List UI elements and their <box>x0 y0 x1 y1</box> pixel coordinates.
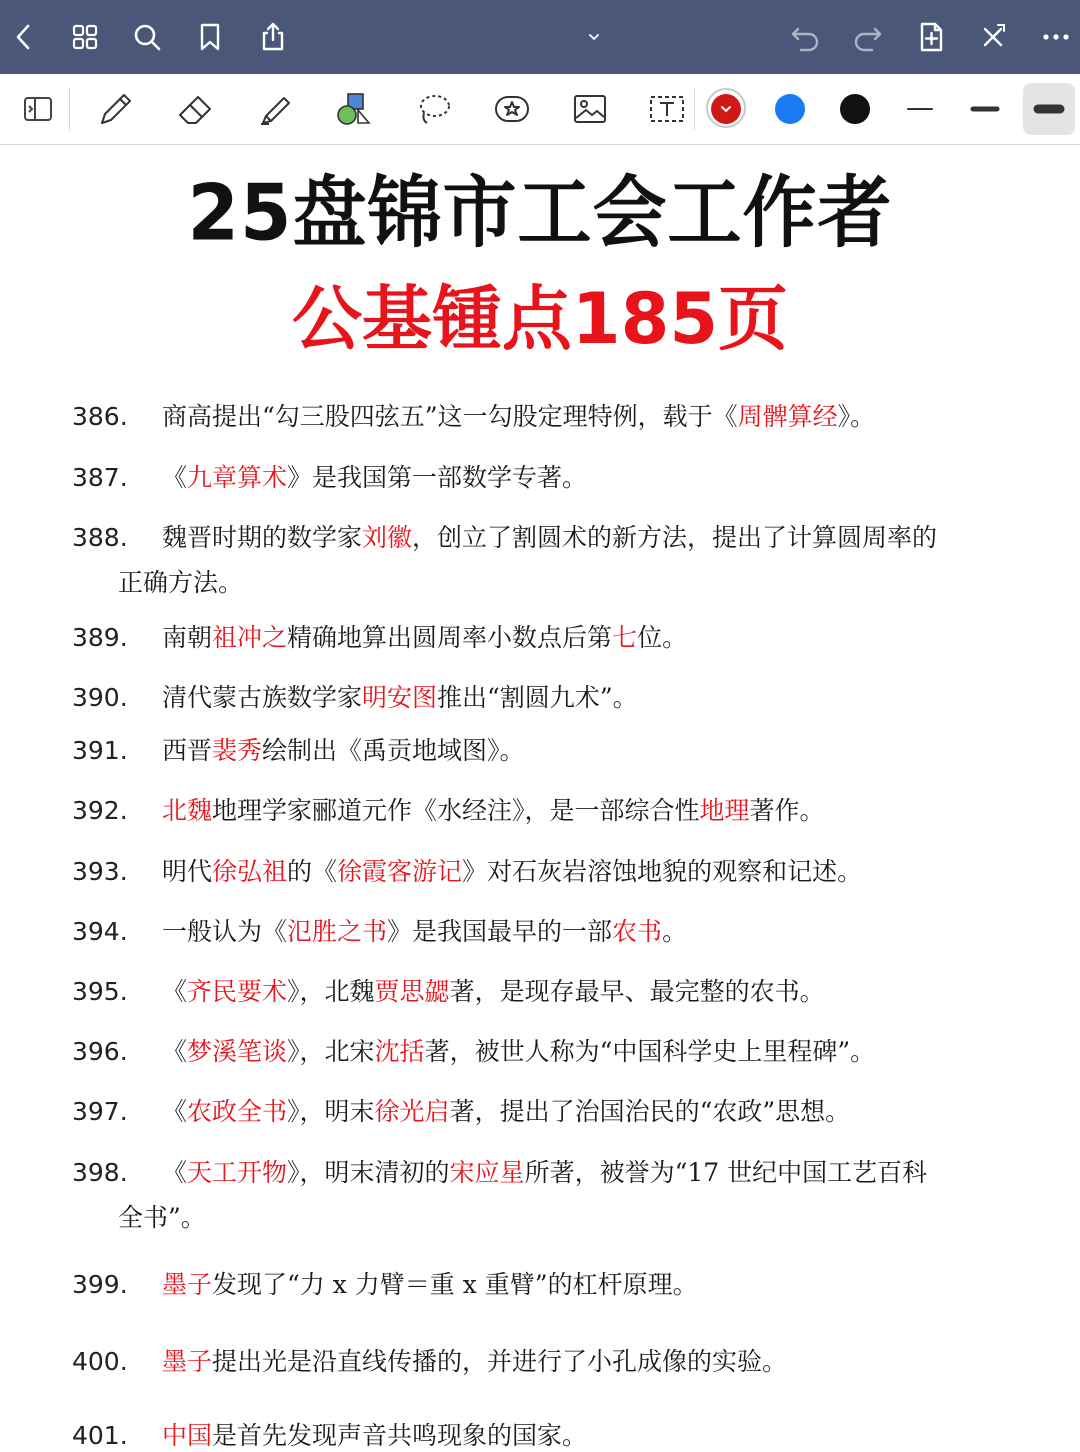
item-text <box>162 1420 992 1452</box>
highlighted-keyword: 徐霞客游记 <box>337 857 463 886</box>
item-text <box>162 522 992 554</box>
item-text-segment: 著作。 <box>749 796 825 825</box>
item-text <box>162 682 992 714</box>
item-text-segment: 》，北宋 <box>287 1037 375 1066</box>
item-text <box>162 1036 992 1068</box>
item-text-segment: 》对石灰岩溶蚀地貌的观察和记述。 <box>462 857 863 886</box>
item-text-segment: 是首先发现声音共鸣现象的国家。 <box>212 1421 588 1450</box>
item-number: 394. <box>72 917 128 946</box>
search-icon <box>130 20 164 54</box>
item-text <box>162 401 992 433</box>
highlighted-keyword: 明安图 <box>362 683 438 712</box>
read-mode-tool[interactable] <box>12 83 64 135</box>
more-button[interactable] <box>1032 13 1080 61</box>
item-text-segment: 。 <box>662 917 688 946</box>
undo-button[interactable] <box>781 13 829 61</box>
item-text-segment: 推出“割圆九术”。 <box>437 683 638 712</box>
highlighted-keyword: 地理 <box>699 796 750 825</box>
color-red-swatch[interactable] <box>711 94 741 124</box>
item-text-segment: 》是我国最早的一部 <box>387 917 613 946</box>
title-menu-button[interactable] <box>570 13 618 61</box>
item-text <box>162 1269 992 1301</box>
item-text-segment: 》，北魏 <box>287 977 375 1006</box>
item-number: 393. <box>72 857 128 886</box>
item-number: 399. <box>72 1270 128 1299</box>
item-text-segment: 所著，被誉为“17 世纪中国工艺百科 <box>524 1158 928 1187</box>
item-text <box>162 916 992 948</box>
highlighted-keyword: 齐民要术 <box>187 977 288 1006</box>
text-box-icon <box>645 87 689 131</box>
text-tool[interactable] <box>641 83 693 135</box>
item-text-segment: 《 <box>162 1037 188 1066</box>
item-text-segment: 》是我国第一部数学专著。 <box>287 463 588 492</box>
highlighted-keyword: 刘徽 <box>362 523 413 552</box>
thick-stroke-icon <box>1023 83 1075 135</box>
redo-icon <box>851 20 885 54</box>
item-number: 387. <box>72 463 128 492</box>
highlighted-keyword: 天工开物 <box>187 1158 288 1187</box>
item-text-segment: 《 <box>162 1097 188 1126</box>
add-page-button[interactable] <box>907 13 955 61</box>
more-icon <box>1039 20 1073 54</box>
grid-icon <box>68 20 102 54</box>
toolbar-divider <box>69 88 70 130</box>
medium-stroke-icon <box>963 87 1007 131</box>
item-text-segment: 南朝 <box>162 623 213 652</box>
highlighted-keyword: 贾思勰 <box>374 977 450 1006</box>
stroke-medium-option[interactable] <box>959 83 1011 135</box>
item-text-segment: 著，被世人称为“中国科学史上里程碑”。 <box>424 1037 876 1066</box>
lasso-tool[interactable] <box>408 83 460 135</box>
eraser-tool[interactable] <box>170 83 222 135</box>
thin-stroke-icon <box>898 87 942 131</box>
item-text-continuation: 全书”。 <box>118 1203 206 1232</box>
lasso-icon <box>412 87 456 131</box>
toolbar-divider <box>694 88 695 130</box>
highlighted-keyword: 梦溪笔谈 <box>187 1037 288 1066</box>
highlighted-keyword: 祖冲之 <box>212 623 288 652</box>
item-text-segment: 发现了“力 x 力臂＝重 x 重臂”的杠杆原理。 <box>212 1270 698 1299</box>
item-text <box>162 462 992 494</box>
shapes-tool[interactable] <box>328 83 380 135</box>
image-icon <box>568 87 612 131</box>
highlighted-keyword: 宋应星 <box>449 1158 525 1187</box>
item-number: 395. <box>72 977 128 1006</box>
thumbnails-button[interactable] <box>61 13 109 61</box>
read-mode-icon <box>16 87 60 131</box>
item-text-segment: 清代蒙古族数学家 <box>162 683 363 712</box>
sticker-tool[interactable] <box>486 83 538 135</box>
highlighted-keyword: 农书 <box>612 917 663 946</box>
item-text-segment: 》，明末清初的 <box>287 1158 450 1187</box>
item-text-segment: 的《 <box>287 857 338 886</box>
item-text-segment: 西晋 <box>162 736 213 765</box>
close-edit-button[interactable] <box>969 13 1017 61</box>
undo-icon <box>788 20 822 54</box>
document-title: 25盘锦市工会工作者 <box>187 167 893 259</box>
item-text <box>162 1096 992 1128</box>
annotation-toolbar <box>0 74 1080 145</box>
chevron-down-icon <box>711 94 741 124</box>
highlighted-keyword: 墨子 <box>162 1347 213 1376</box>
highlighted-keyword: 七 <box>612 623 638 652</box>
item-text-segment: 提出光是沿直线传播的，并进行了小孔成像的实验。 <box>212 1347 788 1376</box>
item-text-segment: 地理学家郦道元作《水经注》，是一部综合性 <box>212 796 700 825</box>
shapes-icon <box>332 87 376 131</box>
image-tool[interactable] <box>564 83 616 135</box>
item-number: 398. <box>72 1158 128 1187</box>
item-number: 389. <box>72 623 128 652</box>
item-text <box>162 795 992 827</box>
item-text-segment: 一般认为《 <box>162 917 288 946</box>
redo-button[interactable] <box>844 13 892 61</box>
item-text-segment: 明代 <box>162 857 213 886</box>
highlighted-keyword: 周髀算经 <box>737 402 838 431</box>
item-number: 400. <box>72 1347 128 1376</box>
item-text-segment: 魏晋时期的数学家 <box>162 523 363 552</box>
item-text <box>162 622 992 654</box>
search-button[interactable] <box>123 13 171 61</box>
pen-tool[interactable] <box>90 83 142 135</box>
color-blue-swatch[interactable] <box>775 94 805 124</box>
item-number: 390. <box>72 683 128 712</box>
back-button[interactable] <box>0 13 48 61</box>
bookmark-button[interactable] <box>186 13 234 61</box>
highlighted-keyword: 农政全书 <box>187 1097 288 1126</box>
stroke-thick-option[interactable] <box>1023 83 1075 135</box>
item-text-segment: 商高提出“勾三股四弦五”这一勾股定理特例，载于《 <box>162 402 738 431</box>
sticker-icon <box>490 87 534 131</box>
item-text-segment: 绘制出《禹贡地域图》。 <box>262 736 525 765</box>
item-text <box>162 1157 992 1189</box>
item-text-segment: 著，是现存最早、最完整的农书。 <box>449 977 825 1006</box>
close-edit-icon <box>976 20 1010 54</box>
stroke-thin-option[interactable] <box>894 83 946 135</box>
item-text-segment: ，创立了割圆术的新方法，提出了计算圆周率的 <box>412 523 938 552</box>
chevron-down-icon <box>586 29 602 45</box>
highlighter-icon <box>254 87 298 131</box>
document-subtitle: 公基锺点185页 <box>291 278 789 360</box>
add-page-icon <box>914 20 948 54</box>
item-text <box>162 856 992 888</box>
back-icon <box>7 20 41 54</box>
item-text-segment: 精确地算出圆周率小数点后第 <box>287 623 613 652</box>
item-text-segment: 》。 <box>837 402 876 431</box>
item-number: 392. <box>72 796 128 825</box>
highlighted-keyword: 九章算术 <box>187 463 288 492</box>
highlighted-keyword: 墨子 <box>162 1270 213 1299</box>
highlighted-keyword: 徐光启 <box>374 1097 450 1126</box>
item-text-segment: 著，提出了治国治民的“农政”思想。 <box>449 1097 851 1126</box>
item-text <box>162 735 992 767</box>
highlighter-tool[interactable] <box>250 83 302 135</box>
item-number: 388. <box>72 523 128 552</box>
item-text-segment: 》，明末 <box>287 1097 375 1126</box>
highlighted-keyword: 中国 <box>162 1421 213 1450</box>
item-number: 396. <box>72 1037 128 1066</box>
color-black-swatch[interactable] <box>840 94 870 124</box>
highlighted-keyword: 氾胜之书 <box>287 917 388 946</box>
item-number: 386. <box>72 402 128 431</box>
item-text-segment: 《 <box>162 463 188 492</box>
item-text-segment: 《 <box>162 977 188 1006</box>
highlighted-keyword: 裴秀 <box>212 736 263 765</box>
share-icon <box>256 20 290 54</box>
item-text-segment: 《 <box>162 1158 188 1187</box>
share-button[interactable] <box>249 13 297 61</box>
item-number: 391. <box>72 736 128 765</box>
highlighted-keyword: 北魏 <box>162 796 213 825</box>
top-nav-bar <box>0 0 1080 74</box>
pen-icon <box>94 87 138 131</box>
eraser-icon <box>174 87 218 131</box>
item-number: 401. <box>72 1421 128 1450</box>
highlighted-keyword: 徐弘祖 <box>212 857 288 886</box>
item-text-segment: 位。 <box>637 623 688 652</box>
highlighted-keyword: 沈括 <box>374 1037 425 1066</box>
item-text <box>162 1346 992 1378</box>
bookmark-icon <box>193 20 227 54</box>
item-number: 397. <box>72 1097 128 1126</box>
item-text-continuation: 正确方法。 <box>118 568 244 597</box>
item-text <box>162 976 992 1008</box>
